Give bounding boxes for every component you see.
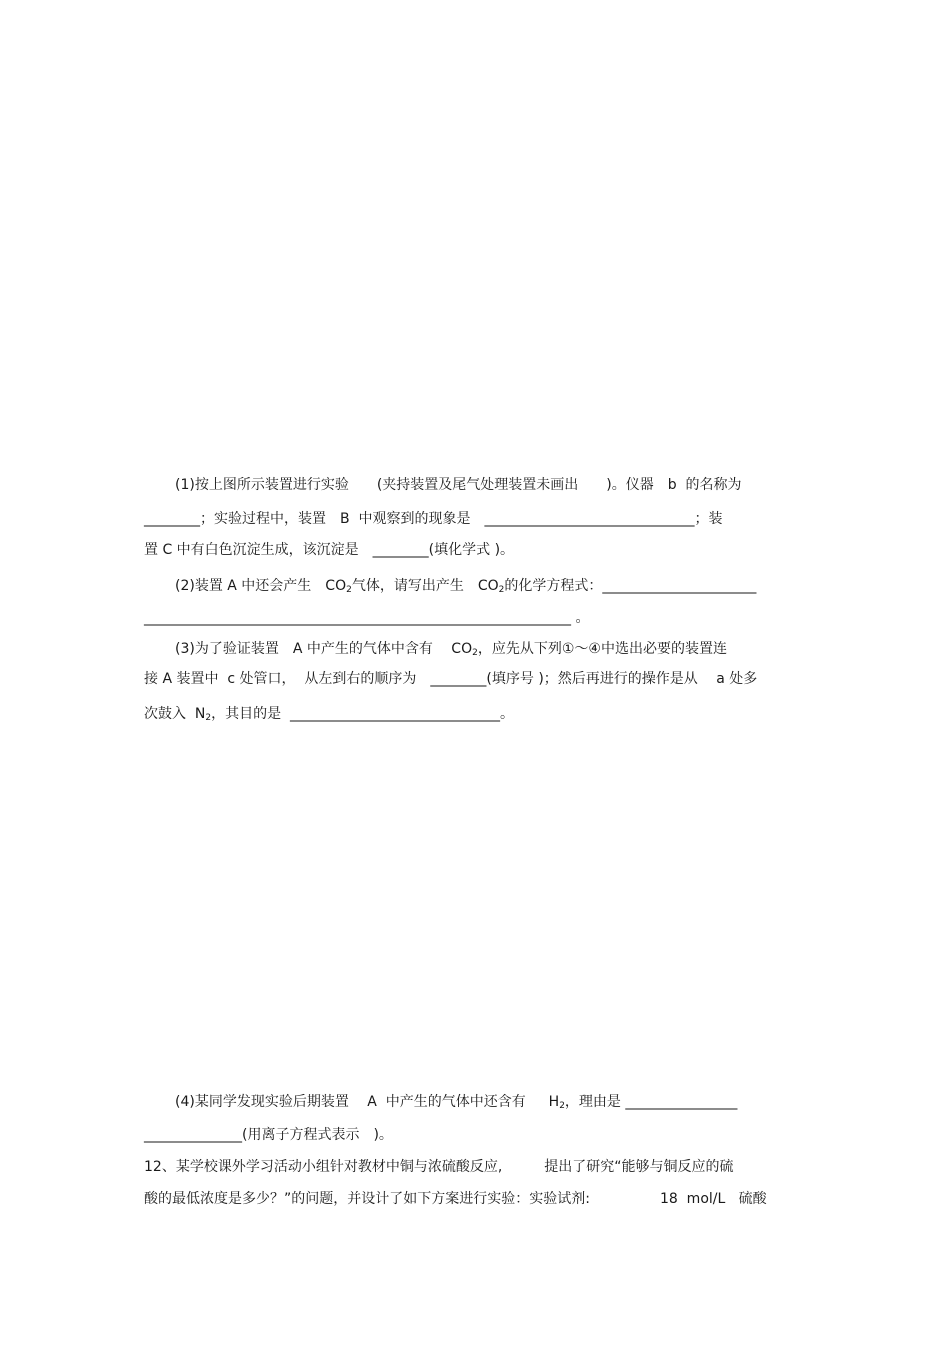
q12-text-2: 酸的最低浓度是多少？”的问题，并设计了如下方案进行实验：实验试剂: 18 mol/L 硫酸 (144, 1191, 767, 1207)
q3-text-1b: ，应先从下列①～④中选出必要的装置连 (477, 641, 727, 657)
q2-text-2: _____________________________________________________________ 。 (144, 610, 590, 626)
q3-line-1 (175, 640, 727, 658)
q3-text-3b: ，其目的是 ______________________________。 (211, 706, 515, 722)
q12-line-2 (144, 1190, 767, 1208)
q2-text-1a: (2)装置 A 中还会产生 CO (175, 578, 347, 594)
q4-line-1 (175, 1093, 737, 1111)
subscript: 2 (472, 648, 478, 658)
q4-text-2: ______________(用离子方程式表示 )。 (144, 1127, 393, 1143)
q3-text-3a: 次鼓入 N (144, 706, 206, 722)
q2-line-2 (144, 609, 589, 627)
q1-line-3 (144, 541, 514, 559)
q1-line-1 (175, 476, 742, 494)
q3-text-1a: (3)为了验证装置 A 中产生的气体中含有 CO (175, 641, 473, 657)
q1-text-2: ________；实验过程中，装置 B 中观察到的现象是 ______________________________；装 (144, 511, 723, 527)
q3-line-2 (144, 670, 757, 688)
q4-line-2 (144, 1126, 393, 1144)
q4-text-1b: ，理由是 ________________ (564, 1094, 738, 1110)
subscript: 2 (498, 585, 505, 595)
q1-line-2 (144, 510, 723, 528)
q12-line-1 (144, 1158, 734, 1176)
subscript: 2 (346, 585, 352, 595)
q12-text-1: 12、某学校课外学习活动小组针对教材中铜与浓硫酸反应, 提出了研究“能够与铜反应的硫 (144, 1159, 734, 1175)
q4-text-1a: (4)某同学发现实验后期装置 A 中产生的气体中还含有 H (175, 1094, 560, 1110)
q3-text-2: 接 A 装置中 c 处管口， 从左到右的顺序为 ________(填序号 )；然后再进行的操作是从 a 处多 (144, 671, 758, 687)
q2-line-1 (175, 577, 756, 595)
q2-text-1b: 气体，请写出产生 CO (351, 578, 499, 594)
subscript: 2 (205, 713, 212, 723)
q1-text-3: 置 C 中有白色沉淀生成，该沉淀是 ________(填化学式 )。 (144, 542, 515, 558)
q3-line-3 (144, 705, 514, 723)
q1-text-1: (1)按上图所示装置进行实验 (夹持装置及尾气处理装置未画出 )。仪器 b 的名称为 (175, 477, 742, 493)
subscript: 2 (559, 1101, 565, 1111)
q2-text-1c: 的化学方程式：______________________ (504, 578, 757, 594)
